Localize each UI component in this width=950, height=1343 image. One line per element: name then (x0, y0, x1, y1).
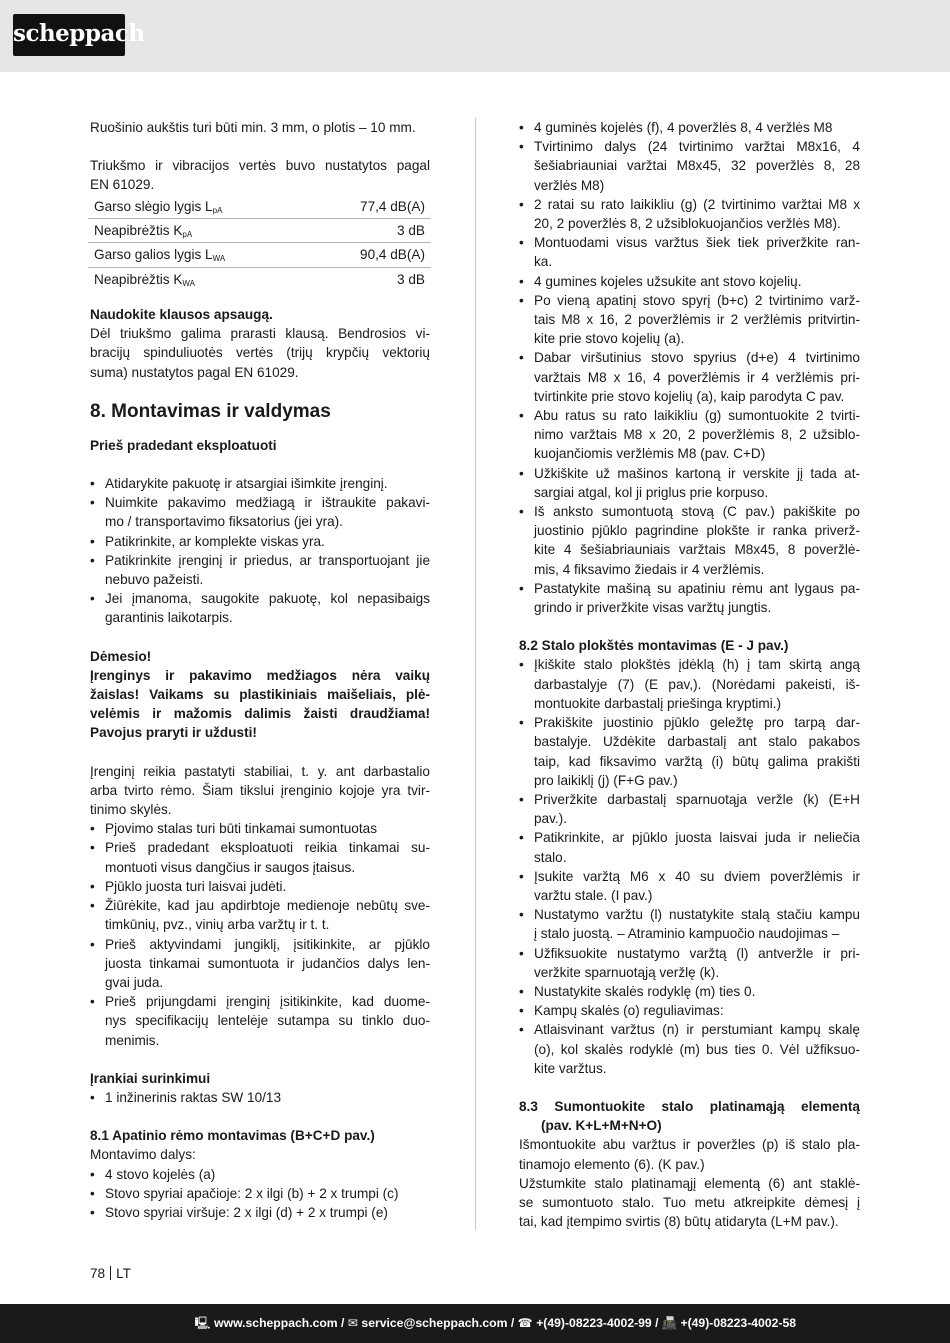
before-use-item (90, 551, 430, 589)
before-use-list (90, 474, 430, 628)
email-link[interactable]: service@scheppach.com / (361, 1316, 515, 1330)
before-use-item-line: • Patikrinkite, ar komplekte viskas yra. (105, 533, 325, 549)
warning-block (90, 647, 430, 743)
tools-item-line: • 1 inžinerinis raktas SW 10/13 (105, 1089, 282, 1105)
spec-value: 77,4 dB(A) (311, 195, 431, 219)
table-step-item-line: • Patikrinkite, ar pjūklo juosta laisvai juda ir neliečia (534, 830, 860, 846)
table-step-item (519, 655, 860, 713)
noise-intro-line-1: Triukšmo ir vibracijos vertės buvo nustatytos pagal (90, 158, 430, 174)
section-8-1-parts-list (90, 1165, 430, 1223)
step-item-line: kite prie stovo kojelių (a). (534, 331, 685, 347)
warning-line: žaislas! Vaikams su plastikiniais maišeliais, plė- (90, 687, 430, 703)
table-step-item-line: taip, kad fiksavimo varžtą (i) būtų galima prakišti (534, 753, 860, 769)
parts-item (90, 1203, 430, 1222)
stability-item-line: • Prieš prijungdami įrenginį įsitikinkite, kad duome- (105, 994, 430, 1010)
stability-line: Įrenginį reikia pastatyti stabiliai, t. y. ant darbastalio (90, 763, 430, 779)
spec-label: Neapibrėžtis K (94, 271, 183, 287)
before-use-item-line: garantinis laikotarpis. (105, 610, 233, 626)
warning-line: velėmis ir mažomis dalimis žaisti draudžiama! (90, 706, 430, 722)
workpiece-size-text: Ruošinio aukštis turi būti min. 3 mm, o plotis – 10 mm. (90, 120, 416, 135)
noise-spec-table (88, 195, 431, 291)
section-8-3-title-line-1: Sumontuokite stalo platinamąją elementą (554, 1098, 860, 1114)
website-link[interactable]: www.scheppach.com / (214, 1316, 345, 1330)
table-step-item-line: • Atlaisvinant varžtus (n) ir perstumiant kampų skalę (534, 1022, 860, 1038)
scheppach-logo: scheppach (13, 14, 125, 56)
table-step-item-line: varžtu stalе. (I pav.) (534, 887, 653, 903)
spec-label-cell (88, 195, 311, 219)
step-item-line: sargiai atgal, kol ji priglus prie korpuso. (534, 484, 769, 500)
table-step-item-line: (o), kol skalės rodyklė (m) bus ties 0. Vėl užfiksuo- (534, 1041, 860, 1057)
section-8-3-number: 8.3 (519, 1098, 538, 1114)
spec-row (88, 195, 431, 219)
noise-line: bracijų spinduliuotės vertės (trijų krypčių vektorių (90, 345, 430, 361)
parts-item-line: • Stovo spyriai viršuje: 2 x ilgi (d) + 2 x trumpi (e) (105, 1204, 388, 1220)
step-item-line: ka. (534, 254, 553, 270)
noise-paragraph (90, 324, 430, 382)
step-item-line: kite 4 šešiabriauniais varžtais M8x45, 8 poveržlė- (534, 542, 860, 558)
extension-line: tinamojo elemento (6). (K pav.) (519, 1156, 705, 1172)
section-number: 8. (90, 400, 106, 422)
spec-row (88, 243, 431, 267)
step-item-line: nimo varžtais M8 x 20, 2 poveržlėmis 8, 2 užsiblo- (534, 427, 860, 443)
step-item-line: juostinio pjūklo pagrindine plokšte ir ranka priverž- (534, 523, 860, 539)
stability-item (90, 896, 430, 934)
section-8-1-heading: 8.1 Apatinio rėmo montavimas (B+C+D pav.) (90, 1128, 375, 1144)
step-item-line: varžtais M8 x 16, 4 poveržlėmis ir 4 veržlėmis pri- (534, 369, 860, 385)
table-step-item-line: • Įkiškite stalo plokštės įdėklą (h) į tam skirtą angą (534, 657, 860, 673)
spec-label: Neapibrėžtis K (94, 223, 183, 239)
stability-list (90, 819, 430, 1049)
before-use-heading: Prieš pradedant eksploatuoti (90, 437, 277, 453)
table-step-item (519, 944, 860, 982)
step-item-line: • Montuodami visus varžtus šiek tiek priveržkite ran- (534, 235, 860, 251)
fax-icon: 📠 (661, 1316, 678, 1330)
parts-item (90, 1184, 430, 1203)
noise-intro-line-2: EN 61029. (90, 177, 155, 193)
spec-label: Garso slėgio lygis L (94, 198, 213, 214)
computer-icon: 🖳 (194, 1316, 211, 1330)
step-item-line: • Dabar viršutinius stovo spyrius (d+e) 4 tvirtinimo (534, 350, 860, 366)
table-step-item-line: kite varžtus. (534, 1060, 607, 1076)
spec-label-cell (88, 219, 311, 243)
step-item-line: grindo ir priveržkite visas varžtų jungtis. (534, 600, 772, 616)
step-item (519, 272, 860, 291)
stability-item-line: nys specifikacijų lentelėje sutampa su tinklo duo- (105, 1013, 430, 1029)
extension-line: Užstumkite stalo platinamąjį elementą (6) ant staklė- (519, 1175, 860, 1191)
stability-item-line: • Pjovimo stalas turi būti tinkamai sumontuotas (105, 821, 377, 837)
separator (110, 1266, 111, 1280)
step-item-line: • Iš anksto sumontuotą stovą (C pav.) pakiškite po (534, 504, 860, 520)
step-item (519, 195, 860, 233)
step-item-line: • 4 gumines kojeles užsukite ant stovo kojelių. (534, 273, 802, 289)
table-step-item-line: stalo. (534, 849, 567, 865)
step-item-line: • Tvirtinimo dalys (24 tvirtinimo varžtai M8x16, 4 (534, 139, 860, 155)
step-item-line: tais M8 x 16, 2 poveržlėmis ir 2 veržlėmis pritvirtin- (534, 312, 860, 328)
stability-item-line: • Pjūklo juosta turi laisvai judėti. (105, 878, 287, 894)
left-column (90, 118, 430, 1222)
step-item (519, 406, 860, 464)
section-8-2-heading: 8.2 Stalo plokštės montavimas (E - J pav.) (519, 638, 789, 654)
section-8-3-heading (519, 1097, 860, 1135)
step-item-line: • 2 ratai su rato laikikliu (g) (2 tvirtinimo varžtai M8 x (534, 196, 860, 212)
extension-line: Išmontuokite abu varžtus ir poveržles (p) iš stalo pla- (519, 1137, 860, 1153)
hearing-protection-heading: Naudokite klausos apsaugą. (90, 307, 273, 323)
language-code: LT (116, 1266, 131, 1281)
before-use-item-line: • Jei įmanoma, saugokite pakuotę, kol nepasibaigs (105, 591, 430, 607)
noise-line: suma) nustatytos pagal EN 61029. (90, 364, 299, 380)
step-item-line: šešiabriauniai varžtai M8x45, 32 poveržlės 8, 28 (534, 158, 860, 174)
table-step-item (519, 790, 860, 828)
spec-value: 90,4 dB(A) (311, 243, 431, 267)
table-step-item (519, 713, 860, 790)
step-item (519, 502, 860, 579)
before-use-item (90, 589, 430, 627)
stability-item-line: • Prieš pradedant eksploatuoti reikia tinkamai su- (105, 840, 430, 856)
step-item-line: • Abu ratus su rato laikikliu (g) sumontuokite 2 tvirti- (534, 408, 860, 424)
phone-icon: ☎ (517, 1316, 533, 1330)
table-step-item-line: darbastalyje (7) (E pav,). (Norėdami pakeisti, iš- (534, 676, 860, 692)
step-item-line: • 4 guminės kojelės (f), 4 poveržlės 8, 4 veržlės M8 (534, 120, 833, 135)
step-item (519, 464, 860, 502)
stability-item-line: menimis. (105, 1032, 160, 1048)
table-step-item-line: • Prakiškite juostinio pjūklo geležtę pro tarpą dar- (534, 715, 860, 731)
stability-item-line: juosta tinkamai sumontuota ir judančios dalys len- (105, 955, 430, 971)
stability-paragraph (90, 762, 430, 820)
step-item (519, 291, 860, 349)
before-use-item-line: nebuvo pažeisti. (105, 572, 204, 588)
table-step-item-line: • Priveržkite darbastalį sparnuotąja veržle (k) (E+H (534, 791, 860, 807)
table-step-item-line: bastalyje. Uždėkite darbastalį ant stalo pakabos (534, 734, 860, 750)
step-item-line: veržlės M8) (534, 177, 605, 193)
warning-line: Dėmesio! (90, 648, 152, 664)
step-item (519, 348, 860, 406)
phone-number: +(49)-08223-4002-99 / (536, 1316, 659, 1330)
fax-number: +(49)-08223-4002-58 (680, 1316, 796, 1330)
before-use-item-line: • Patikrinkite įrenginį ir priedus, ar transportuojant jie (105, 552, 430, 568)
spec-subscript: pA (182, 230, 193, 240)
table-step-item (519, 1020, 860, 1078)
before-use-item (90, 493, 430, 531)
step-item (519, 137, 860, 195)
step-item-line: 20, 2 poveržlės 8, 2 užsiblokuojančios veržlės M8). (534, 216, 841, 232)
spec-value: 3 dB (397, 271, 425, 287)
spec-subscript: WA (212, 254, 226, 264)
spec-label: Garso galios lygis L (94, 247, 213, 263)
spec-value: 3 dB (311, 219, 431, 243)
tools-item (90, 1088, 430, 1107)
step-item-line: • Užkiškite už mašinos kartoną ir verskite jį tada at- (534, 465, 860, 481)
spec-row (88, 219, 431, 243)
page-number: 78 (90, 1266, 106, 1281)
noise-line: Dėl triukšmo galima prarasti klausą. Bendrosios vi- (90, 326, 430, 342)
table-step-item (519, 867, 860, 905)
section-title: Montavimas ir valdymas (111, 400, 331, 422)
table-step-item-line: • Nustatykite skalės rodyklę (m) ties 0. (534, 983, 756, 999)
warning-line: Įrenginys ir pakavimo medžiagos nėra vaikų (90, 667, 430, 683)
table-step-item (519, 828, 860, 866)
table-step-item-line: • Nustatymo varžtu (l) nustatykite stalą stačiu kampu (534, 907, 860, 923)
stability-item-line: montuoti visus dangčius ir saugos įtaisus. (105, 859, 356, 875)
step-item-line: • Pastatykite mašiną su apatiniu rėmu ant lygaus pa- (534, 580, 860, 596)
step-item (519, 233, 860, 271)
spec-label-cell (88, 243, 311, 267)
parts-item (90, 1165, 430, 1184)
step-item (519, 579, 860, 617)
spec-row (88, 267, 431, 291)
column-divider (475, 118, 476, 1230)
table-step-item (519, 1001, 860, 1020)
tools-list (90, 1088, 430, 1107)
stability-item (90, 877, 430, 896)
stability-item-line: • Prieš aktyvindami jungiklį, įsitikinkite, ar pjūklo (105, 936, 430, 952)
table-step-item-line: į stalo juostą. – Atraminio kampuočio naudojimas – (534, 926, 840, 942)
spec-subscript: WA (182, 278, 195, 288)
table-step-item-line: montuokite darbastalį priešinga kryptimi.) (534, 695, 782, 711)
before-use-item-line: • Atidarykite pakuotę ir atsargiai išimkite įrenginį. (105, 476, 388, 492)
stability-line: tinimo skylės. (90, 802, 172, 818)
extension-line: tai, kad įtempimo svirtis (8) būtų atidaryta (L+M pav.). (519, 1214, 839, 1230)
warning-line: Pavojus praryti ir uždusti! (90, 725, 257, 741)
stability-item-line: gvai juda. (105, 974, 164, 990)
before-use-item-line: mo / transportavimo fiksatorius (jei yra). (105, 514, 343, 530)
stability-item (90, 935, 430, 993)
step-item-line: tvirtinkite prie stovo kojelių (a), kaip parodyta C pav. (534, 388, 845, 404)
section-8-2-steps-list (519, 655, 860, 1077)
step-item-line: • Po vieną apatinį stovo spyrį (b+c) 2 tvirtinimo varž- (534, 292, 860, 308)
before-use-item (90, 532, 430, 551)
stability-item (90, 838, 430, 876)
email-icon: ✉ (347, 1316, 359, 1330)
step-item-line: mis, 4 fiksavimo žiedais ir 4 veržlėmis. (534, 561, 765, 577)
table-step-item (519, 905, 860, 943)
section-8-3-paragraph (519, 1135, 860, 1231)
parts-item-line: • 4 stovo kojelės (a) (105, 1166, 216, 1182)
section-8-1-parts-label: Montavimo dalys: (90, 1147, 196, 1163)
page-header (0, 0, 950, 72)
extension-line: se sumontuoto stalo. Tuo metu atkreipkite dėmesį į (519, 1194, 860, 1210)
spec-label-cell (88, 267, 311, 291)
before-use-item-line: • Nuimkite pakavimo medžiagą ir ištraukite pakavi- (105, 495, 430, 511)
table-step-item-line: • Užfiksuokite nustatymo varžtą (l) antveržle ir pri- (534, 945, 860, 961)
stability-item (90, 819, 430, 838)
step-item (519, 118, 860, 137)
right-column (519, 118, 860, 1231)
table-step-item-line: • Kampų skalės (o) reguliavimas: (534, 1003, 724, 1019)
stability-line: arba tvirto rėmo. Šiam tikslui įrenginio kojoje yra tvir- (90, 782, 430, 798)
section-8-heading (90, 400, 430, 424)
stability-item-line: • Žiūrėkite, kad jau apdirbtoje medienoje nebūtų sve- (105, 898, 430, 914)
tools-heading: Įrankiai surinkimui (90, 1070, 211, 1086)
step-item-line: kuojančiomis veržlėmis M8 (pav. C+D) (534, 446, 766, 462)
spec-subscript: pA (212, 205, 223, 215)
contact-footer (0, 1304, 950, 1343)
page-number-footer (90, 1264, 131, 1283)
table-step-item-line: veržkite sparnuotąją veržlę (k). (534, 964, 720, 980)
table-step-item-line: • Įsukite varžtą M6 x 40 su dviem poveržlėmis ir (534, 868, 860, 884)
section-8-1-steps-list (519, 118, 860, 617)
before-use-item (90, 474, 430, 493)
table-step-item-line: pro laikiklį (j) (F+G pav.) (534, 772, 678, 788)
stability-item-line: timkūnių, pvz., vinių arba varžtų ir t. t. (105, 917, 330, 933)
table-step-item-line: pav.). (534, 811, 567, 827)
parts-item-line: • Stovo spyriai apačioje: 2 x ilgi (b) + 2 x trumpi (c) (105, 1185, 399, 1201)
table-step-item (519, 982, 860, 1001)
section-8-3-title-line-2: (pav. K+L+M+N+O) (541, 1118, 662, 1134)
stability-item (90, 992, 430, 1050)
